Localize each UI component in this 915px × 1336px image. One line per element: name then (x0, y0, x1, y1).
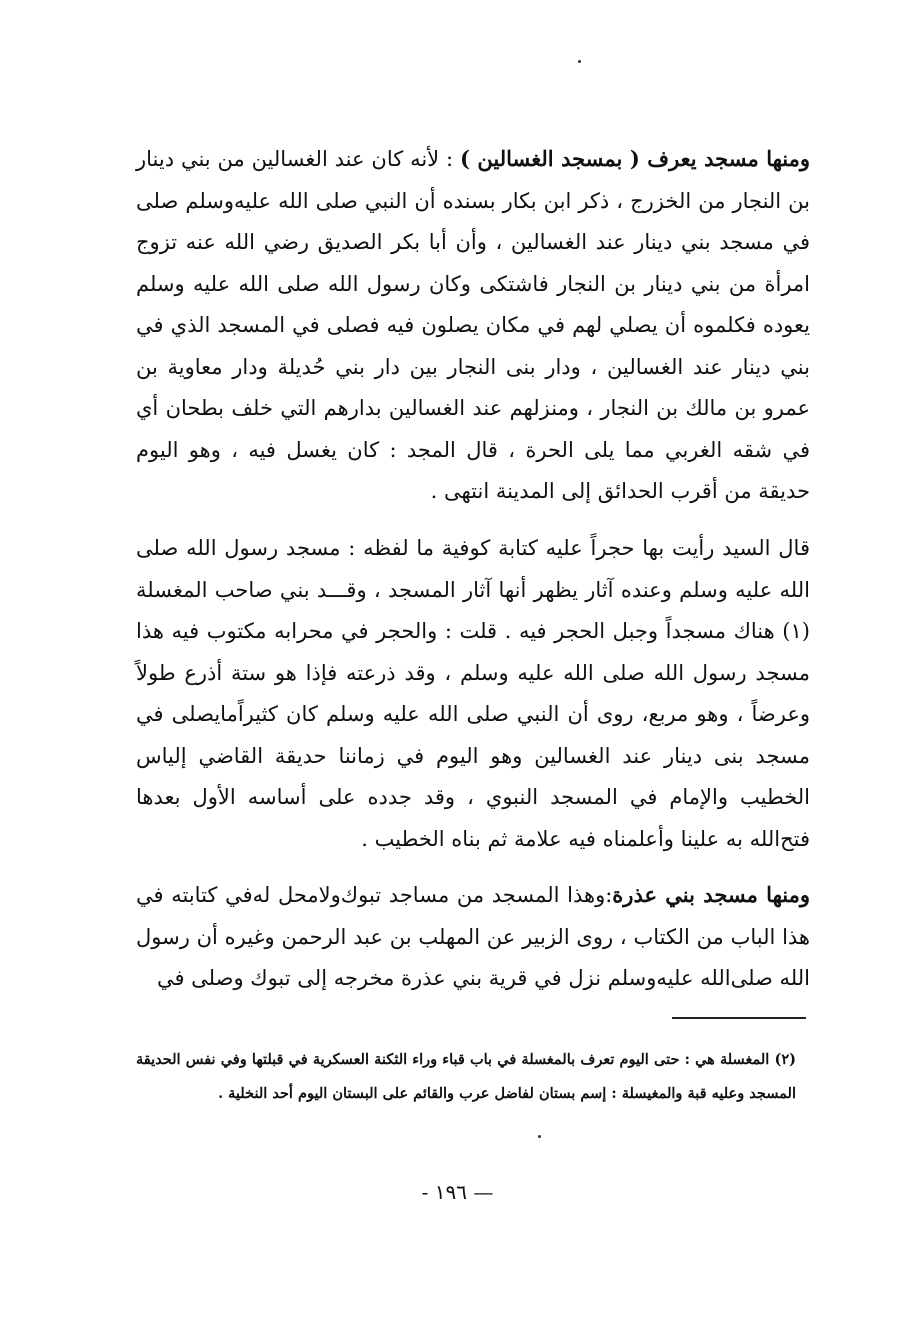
text-line: في هذا الباب من الكتاب ، روى الزبير عن المهلب بن عبد الرحمن وغيره أن (136, 883, 810, 949)
scan-speck (578, 60, 581, 63)
text-line: بني دينار عند الغسالين ، ودار بنى النجار بين دار بني حُديلة ودار معاوية بن (136, 354, 810, 379)
text-line: طولاً وعرضاً ، وهو مربع، روى أن النبي صلى الله عليه وسلم كان كثيراًمايصلى (136, 660, 810, 726)
paragraph-masjid-bani-udhra (136, 874, 810, 1000)
text-line: :وهذا المسجد من مساجد تبوك‌ولامحل له‌في كتابته (171, 883, 613, 907)
text-line: أقرب الحدائق إلى المدينة انتهى . (430, 479, 718, 503)
text-line: صلى الله عليه وسلم وعنده آثار يظهر أنها آثار المسجد ، وقـــد بني صاحب (136, 536, 810, 602)
footnote-line: اليوم أحد النخلية . (218, 1085, 328, 1102)
text-line: في شقه الغربي مما يلى الحرة ، قال المجد : كان يغسل فيه ، وهو اليوم حديقة من (136, 437, 810, 503)
scan-speck (538, 1135, 541, 1138)
text-line: تزوج امرأة من بني دينار بن النجار فاشتكى وكان رسول الله صلى الله عليه (136, 230, 810, 296)
footnote (136, 1043, 796, 1111)
text-line: صلى في مسجد بني دينار عند الغسالين ، وأن أبا بكر الصديق رضي الله عنه (136, 188, 810, 254)
paragraph-sayyid-stone (136, 528, 810, 860)
text-line: رسول الله صلى‌الله عليه‌وسلم نزل في قرية بني عذرة مخرجه إلى تبوك وصلى في (136, 924, 810, 990)
paragraph-heading: ومنها مسجد يعرف ( بمسجد الغسالين ) (459, 146, 810, 171)
text-line: في مسجد بنى دينار عند الغسالين وهو اليوم في زماننا حديقة القاضي إلياس (136, 702, 810, 768)
page-number: — ١٩٦ - (421, 1180, 494, 1204)
text-line: عمرو بن مالك بن النجار ، ومنزلهم عند الغسالين بدارهم التي خلف بطحان أي (136, 396, 810, 420)
text-line: الخطيب والإمام في المسجد النبوي ، وقد جدده على أساسه الأول بعدها فتح‌الله (136, 785, 810, 851)
text-line: قال السيد رأيت بها حجراً عليه كتابة كوفية ما لفظه : مسجد رسول الله (186, 536, 810, 560)
text-line: فيه هذا مسجد رسول الله صلى الله عليه وسلم ، وقد ذرعته فإذا هو ستة أذرع (136, 619, 810, 685)
footnote-line: (٢) المغسلة هي : حتى اليوم تعرف بالمغسلة في باب قباء وراء الثكنة العسكرية في قبلتها (251, 1051, 796, 1068)
paragraph-heading: ومنها مسجد بني عذرة (612, 882, 810, 907)
text-line: وسلم يعوده فكلموه أن يصلي لهم في مكان يصلون فيه فصلى في المسجد الذي في (136, 271, 810, 337)
text-line: المغسلة (١) هناك مسجداً وجبل الحجر فيه . قلت : والحجر في محرابه مكتوب (136, 577, 810, 643)
text-line: : لأنه كان عند الغسالين من بني (180, 147, 460, 171)
text-line: به علينا وأعلمناه فيه علامة ثم بناه الخطيب . (361, 826, 743, 851)
footnote-divider (672, 1017, 806, 1019)
footnote-line: وفي نفس الحديقة المسجد وعليه قبة والمغيسلة : إسم بستان لفاضل عرب والقائم على البستان (136, 1051, 796, 1102)
text-line: دينار بن النجار من الخزرج ، ذكر ابن بكار بسنده أن النبي صلى الله عليه‌وسلم (136, 147, 810, 213)
paragraph-masjid-ghassalin (136, 138, 810, 513)
